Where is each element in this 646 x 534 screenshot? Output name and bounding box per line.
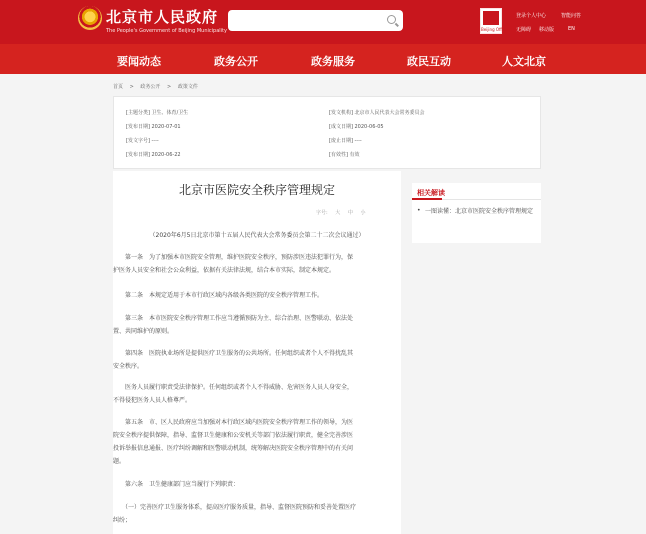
- article-line: 第六条 卫生健康部门应当履行下列职责：: [113, 481, 240, 488]
- article-title: 北京市医院安全秩序管理规定: [178, 183, 335, 197]
- meta-validity: [329, 151, 360, 158]
- national-emblem-icon: [78, 6, 102, 30]
- seal-caption: Beijing Official: [481, 27, 510, 32]
- meta-publish-date: [126, 123, 181, 130]
- meta-validity-label: [有效性]: [329, 152, 348, 158]
- article-paragraph: [113, 416, 401, 468]
- meta-docno-value: ----: [151, 138, 159, 144]
- nav-item-services[interactable]: 政务服务: [311, 55, 355, 68]
- article-note: （2020年6月5日北京市第十五届人民代表大会常务委员会第二十二次会议通过）: [149, 232, 365, 239]
- meta-release-date: [126, 151, 181, 158]
- article-paragraph: [113, 501, 401, 527]
- meta-validity-value: 有效: [349, 152, 360, 158]
- meta-expire-label: [废止日期]: [329, 138, 353, 144]
- seal-icon[interactable]: [480, 8, 510, 34]
- article-line: 第三条 本市医院安全秩序管理工作应当遵循预防为主、综合治理、医警联动、依法处: [113, 315, 354, 322]
- meta-expire-date: [329, 137, 362, 144]
- breadcrumb-home[interactable]: 首页: [113, 84, 124, 90]
- personal-center-link[interactable]: 登录个人中心: [516, 13, 547, 19]
- article-line: 投诉举报信息通报、医疗纠纷调解和医警联动机制，统筹解决医院安全秩序管理中的有关问: [113, 445, 354, 452]
- breadcrumb-policy-docs[interactable]: 政策文件: [177, 84, 198, 90]
- font-size-medium-button[interactable]: 中: [347, 210, 353, 216]
- document-meta-box: [113, 96, 541, 169]
- breadcrumb-open-government[interactable]: 政务公开: [140, 84, 161, 90]
- related-title: 相关解读: [417, 189, 445, 197]
- smart-qa-link[interactable]: 智能问答: [561, 13, 582, 19]
- article-line: 不得侵犯医务人员人格尊严。: [113, 397, 192, 404]
- article-line: 护医务人员安全和社会公众利益，依据有关法律法规，结合本市实际，制定本规定。: [113, 267, 336, 274]
- nav-item-open-government[interactable]: 政务公开: [214, 55, 258, 68]
- article-paragraph: [113, 347, 401, 373]
- site-title[interactable]: 北京市人民政府: [106, 8, 219, 26]
- article-line: 第一条 为了加强本市医院安全管理，维护医院安全秩序，预防涉医违法犯罪行为，保: [113, 254, 354, 261]
- meta-issuer-label: [发文机构]: [329, 110, 353, 116]
- article-line: 第二条 本规定适用于本市行政区域内各级各类医院的安全秩序管理工作。: [113, 292, 324, 299]
- related-link[interactable]: 一图读懂：北京市医院安全秩序管理规定: [425, 208, 534, 215]
- article-line: 题。: [113, 458, 126, 465]
- meta-written-label: [成文日期]: [329, 124, 353, 130]
- nav-item-interaction[interactable]: 政民互动: [407, 55, 451, 68]
- mobile-version-link[interactable]: 移动版: [539, 27, 555, 33]
- article-body: [113, 171, 401, 534]
- font-size-small-button[interactable]: 小: [360, 210, 366, 216]
- font-size-switcher: [316, 209, 372, 216]
- meta-expire-value: ----: [354, 138, 362, 144]
- english-link[interactable]: EN: [568, 26, 575, 32]
- article-paragraph: [113, 381, 401, 407]
- meta-written-value: 2020-06-05: [354, 124, 384, 130]
- article-paragraph: [113, 289, 401, 302]
- breadcrumb: [113, 83, 203, 90]
- meta-publish2-value: 2020-06-22: [151, 152, 181, 158]
- site-header: [0, 0, 646, 44]
- seal-mark: [483, 11, 499, 25]
- article-paragraph: [113, 251, 401, 277]
- meta-topic: [126, 109, 188, 116]
- article-line: （一）完善医疗卫生服务体系，提高医疗服务质量，指导、监督医院预防和妥善处置医疗: [113, 504, 357, 511]
- meta-issuer: [329, 109, 425, 116]
- article-line: 第五条 市、区人民政府应当加强对本行政区域内医院安全秩序管理工作的领导，为医: [113, 419, 354, 426]
- article-line: 纠纷；: [113, 517, 132, 524]
- font-size-large-button[interactable]: 大: [335, 210, 341, 216]
- article-line: 医务人员履行职责受法律保护。任何组织或者个人不得威胁、危害医务人员人身安全，: [113, 384, 354, 391]
- meta-topic-value: 卫生、体育/卫生: [151, 110, 189, 116]
- article-line: 安全秩序。: [113, 363, 144, 370]
- article-line: 第四条 医院执业场所是提供医疗卫生服务的公共场所。任何组织或者个人不得扰乱其: [113, 350, 354, 357]
- title-underline: [412, 198, 442, 200]
- meta-doc-number: [126, 137, 159, 144]
- meta-written-date: [329, 123, 384, 130]
- nav-item-culture[interactable]: 人文北京: [502, 55, 546, 68]
- article-line: 置、共同维护的原则。: [113, 328, 174, 335]
- search-input[interactable]: [228, 10, 403, 31]
- meta-publish-value: 2020-07-01: [151, 124, 181, 130]
- meta-topic-label: [主题分类]: [126, 110, 150, 116]
- main-nav: [0, 44, 646, 74]
- font-size-label: 字号:: [316, 210, 328, 216]
- article-line: 院安全秩序提供保障，指导、监督卫生健康和公安机关等部门依法履行职责，健全完善涉医: [113, 432, 354, 439]
- barrier-free-link[interactable]: 无障碍: [516, 27, 532, 33]
- meta-docno-label: [发文字号]: [126, 138, 150, 144]
- article-paragraph: [113, 478, 401, 491]
- site-subtitle: The People's Government of Beijing Municipality: [106, 28, 227, 34]
- article-paragraph: [113, 312, 401, 338]
- breadcrumb-separator: >: [167, 84, 172, 90]
- meta-publish2-label: [发布日期]: [126, 152, 150, 158]
- nav-item-news[interactable]: 要闻动态: [117, 55, 161, 68]
- bullet-icon: •: [417, 207, 421, 214]
- search-icon[interactable]: [387, 15, 396, 24]
- related-interpretation-panel: [412, 183, 541, 243]
- meta-publish-label: [发布日期]: [126, 124, 150, 130]
- breadcrumb-separator: >: [129, 84, 134, 90]
- meta-issuer-value: 北京市人民代表大会常务委员会: [354, 110, 425, 116]
